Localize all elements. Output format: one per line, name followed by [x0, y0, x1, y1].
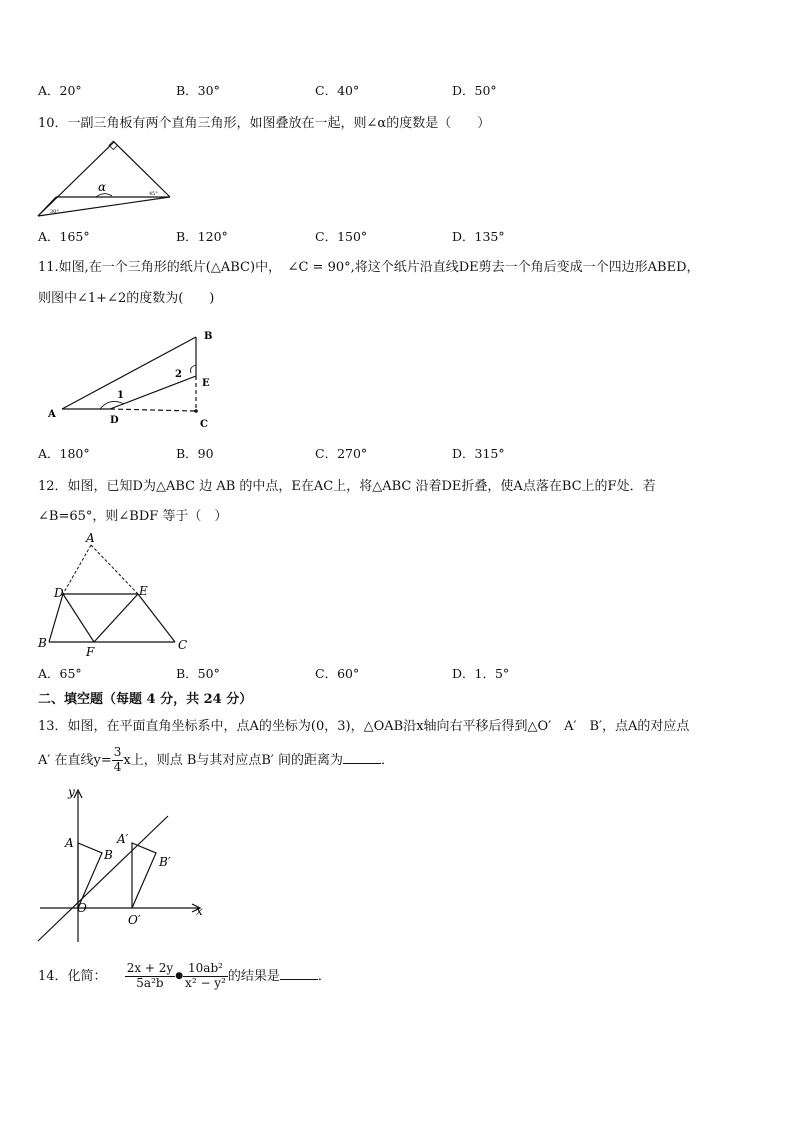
q11-label-c: C	[200, 419, 208, 430]
q14-fraction-2	[183, 962, 228, 991]
q13-label-b-prime: B′	[159, 855, 171, 869]
q13-figure	[34, 784, 214, 946]
q12-label-b: B	[38, 636, 47, 650]
q11-label-2: 2	[175, 369, 182, 380]
q11-label-d: D	[110, 415, 119, 426]
q13-stem-line2	[38, 746, 394, 775]
angle-45-label: 45°	[149, 191, 158, 197]
q14-dot: ●	[175, 970, 184, 981]
q11-stem-line1: 11.如图,在一个三角形的纸片(△ABC)中， ∠C = 90°,将这个纸片沿直线DE剪去一个角后变成一个四边形ABED，	[38, 260, 700, 275]
q10-option-d: D．135°	[452, 229, 505, 244]
section-title: 二、填空题（每题 4 分，共 24 分）	[38, 692, 253, 707]
q14-frac2-num: 10ab²	[183, 962, 228, 977]
q13-fraction	[112, 746, 124, 775]
q14-stem	[38, 962, 331, 991]
q14-frac1-den: 5a²b	[136, 975, 164, 990]
q14-frac1-num: 2x + 2y	[126, 961, 174, 975]
q9-option-c: C．40°	[315, 83, 360, 98]
q11-label-b: B	[204, 331, 213, 342]
q13-line2-a: A′ 在直线y=	[38, 752, 112, 768]
q13-label-a-prime: A′	[117, 832, 129, 846]
q12-label-c: C	[178, 638, 188, 652]
q13-label-b: B	[104, 848, 113, 862]
q9-option-b: B．30°	[176, 83, 220, 98]
q11-stem-line2: 则图中∠1+∠2的度数为( )	[38, 291, 215, 306]
q13-stem-line1: 13．如图，在平面直角坐标系中，点A的坐标为(0，3)，△OAB沿x轴向右平移后得到△O′ A′ B′，点A的对应点	[38, 719, 690, 734]
q13-label-o: O	[77, 901, 87, 915]
q14-suffix: 的结果是	[227, 968, 280, 984]
q12-option-c: C．60°	[315, 666, 360, 681]
q14-prefix: 14．化简：	[38, 968, 107, 984]
q11-label-1: 1	[117, 390, 124, 401]
q14-frac2-den: x² − y²	[185, 975, 226, 990]
q14-answer-blank	[280, 969, 318, 980]
q12-label-f: F	[86, 645, 95, 659]
q12-label-d: D	[54, 586, 64, 600]
q11-option-a: A．180°	[38, 446, 90, 461]
q13-line2-b: x上，则点 B与其对应点B′ 间的距离为	[123, 752, 344, 768]
q13-frac-den: 4	[113, 759, 122, 774]
q13-label-o-prime: O′	[128, 913, 141, 927]
q9-option-d: D．50°	[452, 83, 497, 98]
q11-label-e: E	[202, 378, 210, 389]
q10-figure	[36, 139, 176, 219]
q10-option-c: C．150°	[315, 229, 368, 244]
q13-line2-end: ．	[381, 752, 395, 768]
q12-option-d: D．1．5°	[452, 666, 510, 681]
angle-30-label: 30°	[50, 209, 59, 215]
q9-option-a: A．20°	[38, 83, 82, 98]
q14-fraction-1	[125, 962, 176, 991]
q13-label-a: A	[65, 836, 74, 850]
q11-figure	[44, 327, 224, 432]
q12-label-a: A	[86, 531, 95, 545]
q12-option-b: B．50°	[176, 666, 220, 681]
alpha-label: α	[98, 180, 107, 194]
q12-stem-line1: 12．如图，已知D为△ABC 边 AB 的中点，E在AC上，将△ABC 沿着DE折叠，使A点落在BC上的F处．若	[38, 479, 656, 494]
q11-option-d: D．315°	[452, 446, 505, 461]
q13-label-y: y	[68, 785, 75, 799]
q13-frac-num: 3	[113, 745, 122, 759]
q11-option-c: C．270°	[315, 446, 368, 461]
q12-option-a: A．65°	[38, 666, 82, 681]
q11-option-b: B．90	[176, 446, 214, 461]
q10-stem: 10．一副三角板有两个直角三角形，如图叠放在一起，则∠α的度数是（ ）	[38, 116, 491, 131]
q10-option-a: A．165°	[38, 229, 90, 244]
q11-label-a: A	[48, 409, 56, 420]
q13-label-x: x	[196, 904, 203, 918]
q10-option-b: B．120°	[176, 229, 228, 244]
q14-end: ．	[317, 968, 331, 984]
q12-stem-line2: ∠B=65°，则∠BDF 等于（ ）	[38, 509, 228, 524]
q12-label-e: E	[139, 584, 148, 598]
q13-answer-blank	[343, 753, 381, 764]
q12-figure	[34, 530, 194, 660]
